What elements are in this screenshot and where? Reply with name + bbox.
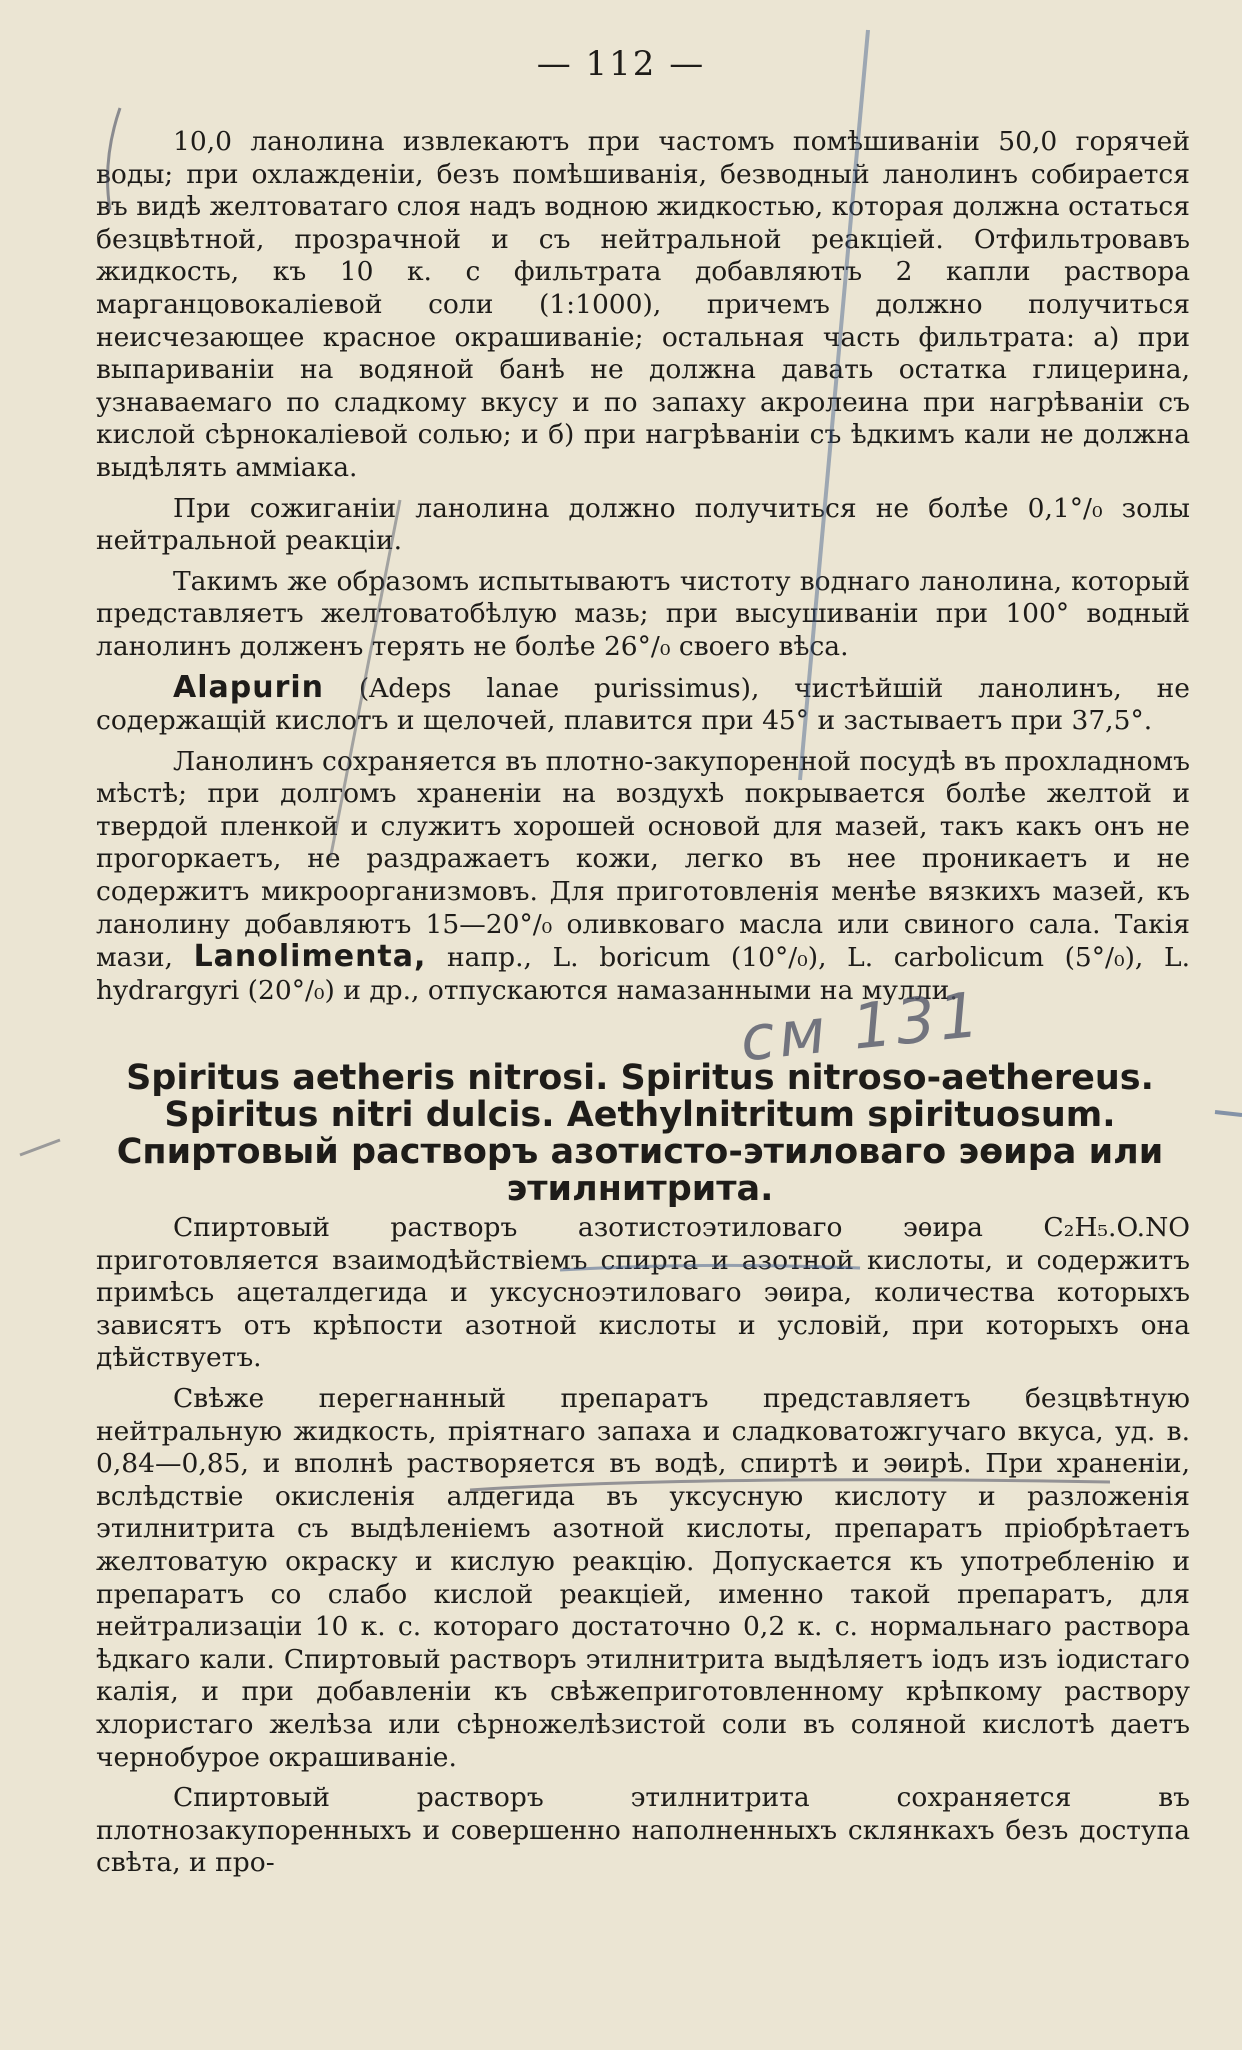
heading-line-1: Spiritus aetheris nitrosi. Spiritus nitroso-aethereus. (126, 1058, 1154, 1098)
alapurin-term: Alapurin (173, 669, 325, 705)
heading-line-3: Спиртовый растворъ азотисто-этиловаго эѳира или (116, 1132, 1164, 1172)
paragraph-preparation: Спиртовый растворъ азотистоэтиловаго эѳира C₂H₅.O.NO приготовляется взаимодѣйствіемъ спирта и азотной кислоты, и содержитъ примѣсь ацеталдегида и уксусноэтиловаго эѳира, количества которыхъ зависятъ отъ крѣпости азотной кислоты и условій, при которыхъ она дѣйствуетъ. (96, 1212, 1190, 1374)
paragraph-storage: Спиртовый растворъ этилнитрита сохраняется въ плотнозакупоренныхъ и совершенно наполненныхъ склянкахъ безъ доступа свѣта, и про- (96, 1782, 1190, 1879)
handwritten-note: см 131 (736, 977, 987, 1076)
section-heading (90, 1060, 1190, 1208)
margin-dash-mark (1215, 1112, 1242, 1115)
paragraph-lanolin-storage (96, 746, 1190, 1008)
heading-line-2: Spiritus nitri dulcis. Aethylnitritum spirituosum. (164, 1095, 1116, 1135)
alapurin-description: (Adeps lanae purissimus), чистѣйшій ланолинъ, не содержащій кислотъ и щелочей, плавится при 45° и застываетъ при 37,5°. (96, 672, 1190, 737)
lanolin-section (96, 126, 1190, 1007)
paragraph-lanolin-test: 10,0 ланолина извлекаютъ при частомъ помѣшиваніи 50,0 горячей воды; при охлажденіи, безъ помѣшиванія, безводный ланолинъ собирается въ видѣ желтоватаго слоя надъ водною жидкостью, которая должна остаться безцвѣтной, прозрачной и съ нейтральной реакціей. Отфильтровавъ жидкость, къ 10 к. с фильтрата добавляютъ 2 капли раствора марганцовокаліевой соли (1:1000), причемъ должно получиться неисчезающее красное окрашиваніе; остальная часть фильтрата: а) при выпариваніи на водяной банѣ не должна давать остатка глицерина, узнаваемаго по сладкому вкусу и по запаху акролеина при нагрѣваніи съ кислой сѣрнокаліевой солью; и б) при нагрѣваніи съ ѣдкимъ кали не должна выдѣлять амміака. (96, 126, 1190, 483)
lanolimenta-term: Lanolimenta, (193, 939, 427, 975)
paragraph-properties: Свѣже перегнанный препаратъ представляетъ безцвѣтную нейтральную жидкость, пріятнаго запаха и сладковатожгучаго вкуса, уд. в. 0,84—0,85, и вполнѣ растворяется въ водѣ, спиртѣ и эѳирѣ. При храненіи, вслѣдствіе окисленія алдегида въ уксусную кислоту и разложенія этилнитрита съ выдѣленіемъ азотной кислоты, препаратъ пріобрѣтаетъ желтоватую окраску и кислую реакцію. Допускается къ употребленію и препаратъ со слабо кислой реакціей, именно такой препаратъ, для нейтрализаціи 10 к. с. котораго достаточно 0,2 к. с. нормальнаго раствора ѣдкаго кали. Спиртовый растворъ этилнитрита выдѣляетъ іодъ изъ іодистаго калія, и при добавленіи къ свѣжеприготовленному крѣпкому раствору хлористаго желѣза или сѣрножелѣзистой соли въ соляной кислотѣ даетъ чернобурое окрашиваніе. (96, 1382, 1190, 1773)
page-number: — 112 — (536, 44, 706, 84)
heading-line-4: этилнитрита. (506, 1169, 774, 1209)
ethyl-nitrite-section (96, 1212, 1190, 1880)
pencil-cross-mark (20, 1140, 60, 1155)
paragraph-aqueous-lanolin: Такимъ же образомъ испытываютъ чистоту воднаго ланолина, который представляетъ желтоватобѣлую мазь; при высушиваніи при 100° водный ланолинъ долженъ терять не болѣе 26°/₀ своего вѣса. (96, 565, 1190, 662)
storage-text-after: напр., L. boricum (10°/₀), L. carbolicum (5°/₀), L. hydrargyri (20°/₀) и др., отпускаются намазанными на мулли. (96, 942, 1190, 1006)
paragraph-alapurin (96, 669, 1190, 738)
paragraph-ash-test: При сожиганіи ланолина должно получиться не болѣе 0,1°/₀ золы нейтральной реакціи. (96, 492, 1190, 557)
storage-text-before: Ланолинъ сохраняется въ плотно-закупоренной посудѣ въ прохладномъ мѣстѣ; при долгомъ храненіи на воздухѣ покрывается болѣе желтой и твердой пленкой и служитъ хорошей основой для мазей, такъ какъ онъ не прогоркаетъ, не раздражаетъ кожи, легко въ нее проникаетъ и не содержитъ микроорганизмовъ. Для приготовленія менѣе вязкихъ мазей, къ ланолину добавляютъ 15—20°/₀ оливковаго масла или свиного сала. Такія мази, (96, 745, 1190, 974)
